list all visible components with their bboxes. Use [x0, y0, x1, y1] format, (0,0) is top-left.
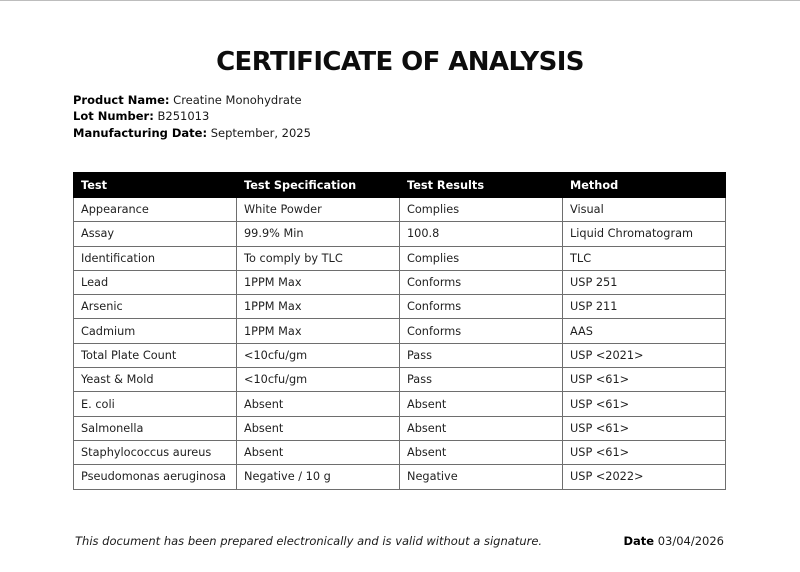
- cell-result: Absent: [400, 440, 563, 464]
- cell-test: Pseudomonas aeruginosa: [74, 465, 237, 489]
- table-row: [74, 343, 726, 367]
- cell-specification: <10cfu/gm: [237, 343, 400, 367]
- analysis-table: [73, 172, 726, 490]
- document-title: CERTIFICATE OF ANALYSIS: [216, 47, 584, 78]
- column-header-test-specification: Test Specification: [237, 173, 400, 198]
- cell-test: Cadmium: [74, 319, 237, 343]
- cell-specification: <10cfu/gm: [237, 368, 400, 392]
- cell-result: Conforms: [400, 270, 563, 294]
- cell-specification: 1PPM Max: [237, 319, 400, 343]
- table-row: [74, 465, 726, 489]
- cell-specification: To comply by TLC: [237, 246, 400, 270]
- table-row: [74, 198, 726, 222]
- table-row: [74, 222, 726, 246]
- cell-test: Staphylococcus aureus: [74, 440, 237, 464]
- cell-method: USP 211: [563, 295, 726, 319]
- manufacturing-date-value: September, 2025: [210, 125, 311, 140]
- cell-method: USP <2021>: [563, 343, 726, 367]
- date-label: Date: [623, 534, 655, 548]
- table-row: [74, 416, 726, 440]
- table-row: [74, 295, 726, 319]
- cell-result: Absent: [400, 416, 563, 440]
- document-date: [623, 534, 724, 548]
- cell-method: USP <61>: [563, 440, 726, 464]
- cell-result: 100.8: [400, 222, 563, 246]
- cell-method: AAS: [563, 319, 726, 343]
- cell-result: Complies: [400, 246, 563, 270]
- manufacturing-date-label: Manufacturing Date:: [73, 125, 208, 140]
- cell-specification: Absent: [237, 440, 400, 464]
- column-header-test: Test: [74, 173, 237, 198]
- cell-test: Assay: [74, 222, 237, 246]
- cell-result: Pass: [400, 343, 563, 367]
- cell-specification: Negative / 10 g: [237, 465, 400, 489]
- cell-method: Visual: [563, 198, 726, 222]
- table-row: [74, 392, 726, 416]
- product-name-row: [73, 92, 311, 108]
- product-name-label: Product Name:: [73, 93, 170, 107]
- cell-result: Pass: [400, 368, 563, 392]
- date-value: 03/04/2026: [657, 534, 724, 548]
- cell-result: Negative: [400, 465, 563, 489]
- table-header-row: [74, 173, 726, 198]
- table-row: [74, 440, 726, 464]
- cell-test: Yeast & Mold: [74, 368, 237, 392]
- cell-method: USP 251: [563, 270, 726, 294]
- column-header-method: Method: [563, 173, 726, 198]
- product-info: [73, 92, 311, 141]
- lot-number-value: B251013: [157, 109, 210, 124]
- cell-test: Total Plate Count: [74, 343, 237, 367]
- table-row: [74, 246, 726, 270]
- cell-method: USP <2022>: [563, 465, 726, 489]
- cell-result: Complies: [400, 198, 563, 222]
- table-row: [74, 368, 726, 392]
- cell-specification: Absent: [237, 416, 400, 440]
- cell-result: Absent: [400, 392, 563, 416]
- cell-test: E. coli: [74, 392, 237, 416]
- cell-specification: White Powder: [237, 198, 400, 222]
- cell-test: Arsenic: [74, 295, 237, 319]
- cell-method: USP <61>: [563, 392, 726, 416]
- cell-result: Conforms: [400, 295, 563, 319]
- electronic-validity-note: This document has been prepared electronically and is valid without a signature.: [75, 534, 543, 548]
- cell-test: Lead: [74, 270, 237, 294]
- table-row: [74, 270, 726, 294]
- cell-method: TLC: [563, 246, 726, 270]
- cell-method: Liquid Chromatogram: [563, 222, 726, 246]
- cell-specification: 1PPM Max: [237, 270, 400, 294]
- top-border-line: [0, 0, 800, 1]
- table-row: [74, 319, 726, 343]
- column-header-test-results: Test Results: [400, 173, 563, 198]
- cell-result: Conforms: [400, 319, 563, 343]
- lot-number-label: Lot Number:: [73, 109, 154, 124]
- cell-method: USP <61>: [563, 416, 726, 440]
- cell-test: Appearance: [74, 198, 237, 222]
- cell-specification: 99.9% Min: [237, 222, 400, 246]
- cell-test: Salmonella: [74, 416, 237, 440]
- product-name-value: Creatine Monohydrate: [173, 93, 302, 107]
- cell-test: Identification: [74, 246, 237, 270]
- lot-number-row: [73, 108, 311, 124]
- cell-specification: 1PPM Max: [237, 295, 400, 319]
- cell-method: USP <61>: [563, 368, 726, 392]
- manufacturing-date-row: [73, 125, 311, 141]
- cell-specification: Absent: [237, 392, 400, 416]
